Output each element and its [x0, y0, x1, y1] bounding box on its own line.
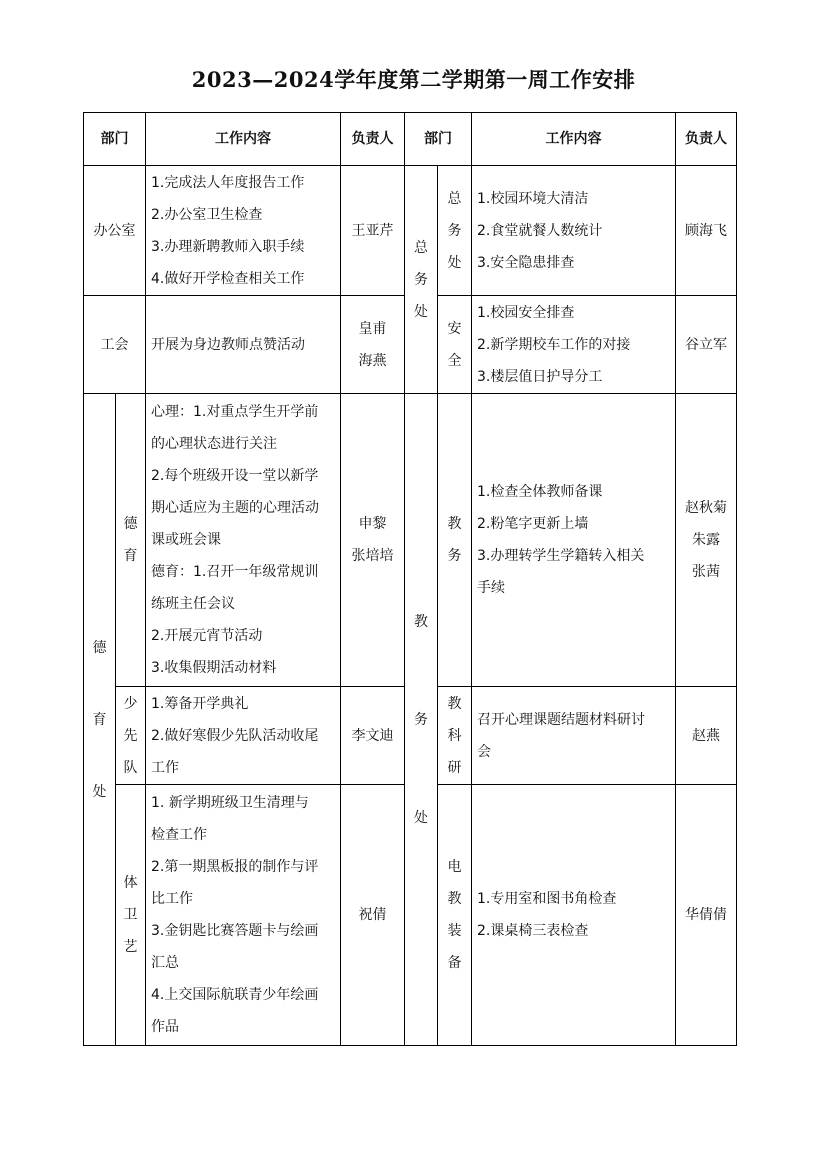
pioneers-owner: 李文迪: [341, 687, 405, 785]
teaching-sub: 教 务: [438, 394, 472, 687]
moral-dept: 德 育 处: [84, 394, 116, 1046]
teaching-owner: 赵秋菊 朱露 张茜: [676, 394, 737, 687]
research-sub: 教 科 研: [438, 687, 472, 785]
pioneers-sub: 少 先 队: [116, 687, 146, 785]
table-row: [84, 394, 737, 687]
header-owner-right: 负责人: [676, 113, 737, 166]
header-owner-left: 负责人: [341, 113, 405, 166]
office-owner: 王亚芹: [341, 166, 405, 296]
academic-dept: 教 务 处: [405, 394, 438, 1046]
safety-owner: 谷立军: [676, 296, 737, 394]
header-row: [84, 113, 737, 166]
av-sub: 电 教 装 备: [438, 785, 472, 1046]
moral-ed-sub: 德 育: [116, 394, 146, 687]
research-owner: 赵燕: [676, 687, 737, 785]
pe-art-owner: 祝倩: [341, 785, 405, 1046]
moral-ed-content: 心理：1.对重点学生开学前 的心理状态进行关注 2.每个班级开设一堂以新学 期心适应为主题的心理活动 课或班会课 德育：1.召开一年级常规训 练班主任会议 2.开展元宵节活动 3.收集假期活动材料: [146, 394, 341, 687]
table-row: [84, 166, 737, 296]
pioneers-content: 1.筹备开学典礼 2.做好寒假少先队活动收尾 工作: [146, 687, 341, 785]
header-dept-right: 部门: [405, 113, 472, 166]
union-owner: 皇甫 海燕: [341, 296, 405, 394]
schedule-table: [83, 112, 737, 1046]
pe-art-content: 1. 新学期班级卫生清理与 检查工作 2.第一期黑板报的制作与评 比工作 3.金钥匙比赛答题卡与绘画 汇总 4.上交国际航联青少年绘画 作品: [146, 785, 341, 1046]
header-content-left: 工作内容: [146, 113, 341, 166]
general-affairs-owner: 顾海飞: [676, 166, 737, 296]
teaching-content: 1.检查全体教师备课 2.粉笔字更新上墙 3.办理转学生学籍转入相关 手续: [472, 394, 676, 687]
safety-content: 1.校园安全排查 2.新学期校车工作的对接 3.楼层值日护导分工: [472, 296, 676, 394]
av-owner: 华倩倩: [676, 785, 737, 1046]
header-dept-left: 部门: [84, 113, 146, 166]
general-affairs-content: 1.校园环境大清洁 2.食堂就餐人数统计 3.安全隐患排查: [472, 166, 676, 296]
safety-sub: 安 全: [438, 296, 472, 394]
office-dept: 办公室: [84, 166, 146, 296]
page-title: 2023—2024学年度第二学期第一周工作安排: [191, 67, 636, 92]
research-content: 召开心理课题结题材料研讨 会: [472, 687, 676, 785]
header-content-right: 工作内容: [472, 113, 676, 166]
union-dept: 工会: [84, 296, 146, 394]
general-affairs-dept: 总 务 处: [405, 166, 438, 394]
pe-art-sub: 体 卫 艺: [116, 785, 146, 1046]
av-content: 1.专用室和图书角检查 2.课桌椅三表检查: [472, 785, 676, 1046]
office-content: 1.完成法人年度报告工作 2.办公室卫生检查 3.办理新聘教师入职手续 4.做好开学检查相关工作: [146, 166, 341, 296]
moral-ed-owner: 申黎 张培培: [341, 394, 405, 687]
union-content: 开展为身边教师点赞活动: [146, 296, 341, 394]
general-affairs-sub: 总 务 处: [438, 166, 472, 296]
